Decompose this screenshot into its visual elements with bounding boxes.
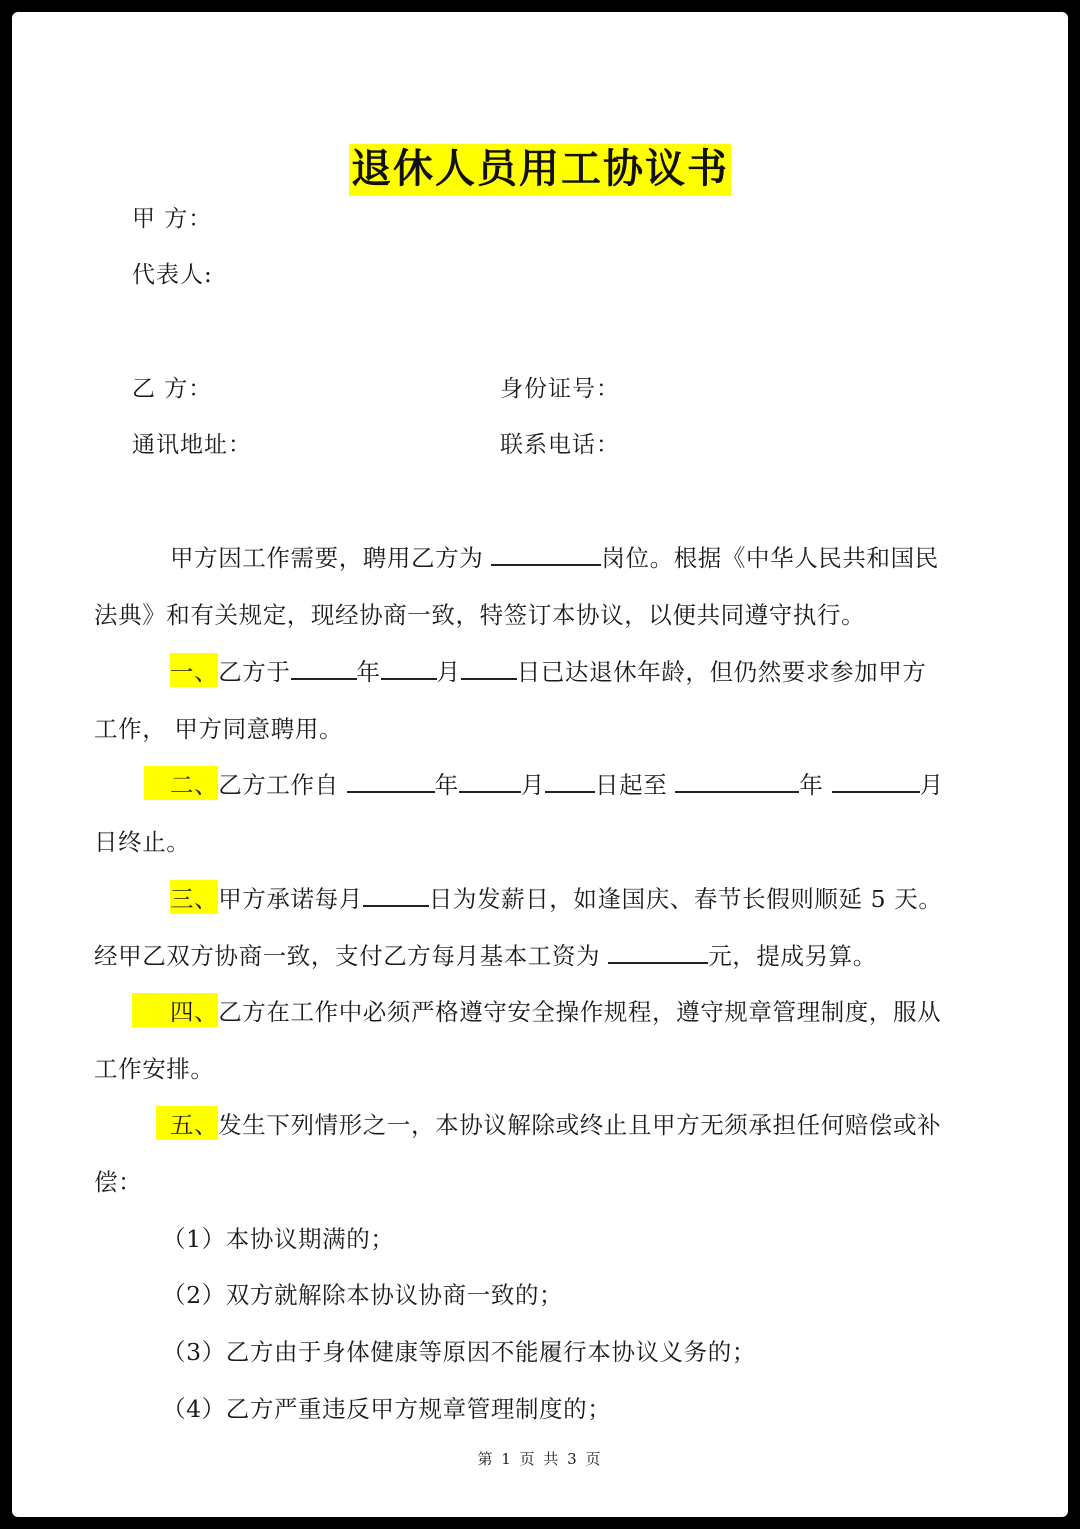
clause-3-number: 三、 bbox=[170, 880, 218, 914]
party-b-label: 乙 方： bbox=[132, 376, 213, 402]
id-number-label: 身份证号： bbox=[500, 376, 620, 402]
end-year-blank bbox=[675, 769, 799, 793]
payday-blank bbox=[363, 883, 429, 907]
list-item: （2）双方就解除本协议协商一致的； bbox=[162, 1281, 564, 1309]
clause-1: 一、乙方于 年 月 日已达退休年龄，但仍然要求参加甲方 bbox=[170, 653, 926, 687]
representative-label: 代表人: bbox=[132, 262, 213, 288]
document-title: 退休人员用工协议书 bbox=[12, 137, 1068, 194]
month-blank bbox=[381, 656, 437, 680]
start-month-blank bbox=[459, 769, 521, 793]
clause-3-continuation: 经甲乙双方协商一致，支付乙方每月基本工资为 元，提成另算。 bbox=[94, 942, 877, 970]
clause-4: 四、乙方在工作中必须严格遵守安全操作规程，遵守规章管理制度，服从 bbox=[132, 993, 941, 1027]
clause-3: 三、甲方承诺每月 日为发薪日，如逢国庆、春节长假则顺延 5 天。 bbox=[170, 880, 943, 914]
list-item: （4）乙方严重违反甲方规章管理制度的； bbox=[162, 1395, 612, 1423]
clause-1-number: 一、 bbox=[170, 653, 218, 687]
day-blank bbox=[461, 656, 517, 680]
clause-2-continuation: 日终止。 bbox=[94, 828, 191, 856]
start-year-blank bbox=[347, 769, 435, 793]
clause-5: 五、发生下列情形之一，本协议解除或终止且甲方无须承担任何赔偿或补 bbox=[156, 1106, 941, 1140]
intro-line-2: 法典》和有关规定，现经协商一致，特签订本协议，以便共同遵守执行。 bbox=[94, 601, 866, 629]
start-day-blank bbox=[545, 769, 595, 793]
address-label: 通讯地址： bbox=[132, 432, 252, 458]
list-item: （1）本协议期满的； bbox=[162, 1225, 395, 1253]
clause-4-number: 四、 bbox=[132, 993, 218, 1027]
page-number-footer: 第 1 页 共 3 页 bbox=[477, 1450, 603, 1468]
party-a-label: 甲 方： bbox=[132, 206, 213, 232]
clause-5-number: 五、 bbox=[156, 1106, 218, 1140]
end-month-blank bbox=[832, 769, 920, 793]
clause-4-continuation: 工作安排。 bbox=[94, 1055, 215, 1083]
clause-1-continuation: 工作， 甲方同意聘用。 bbox=[94, 715, 344, 743]
clause-2: 二、乙方工作自 年 月 日起至 年 月 bbox=[144, 766, 944, 800]
clause-5-continuation: 偿： bbox=[94, 1168, 143, 1196]
document-page bbox=[12, 12, 1068, 1517]
intro-line-1: 甲方因工作需要，聘用乙方为 岗位。根据《中华人民共和国民 bbox=[170, 544, 939, 572]
clause-2-number: 二、 bbox=[144, 766, 218, 800]
position-blank bbox=[491, 542, 601, 566]
phone-label: 联系电话： bbox=[500, 432, 620, 458]
salary-blank bbox=[608, 940, 708, 964]
list-item: （3）乙方由于身体健康等原因不能履行本协议义务的； bbox=[162, 1338, 756, 1366]
year-blank bbox=[291, 656, 357, 680]
